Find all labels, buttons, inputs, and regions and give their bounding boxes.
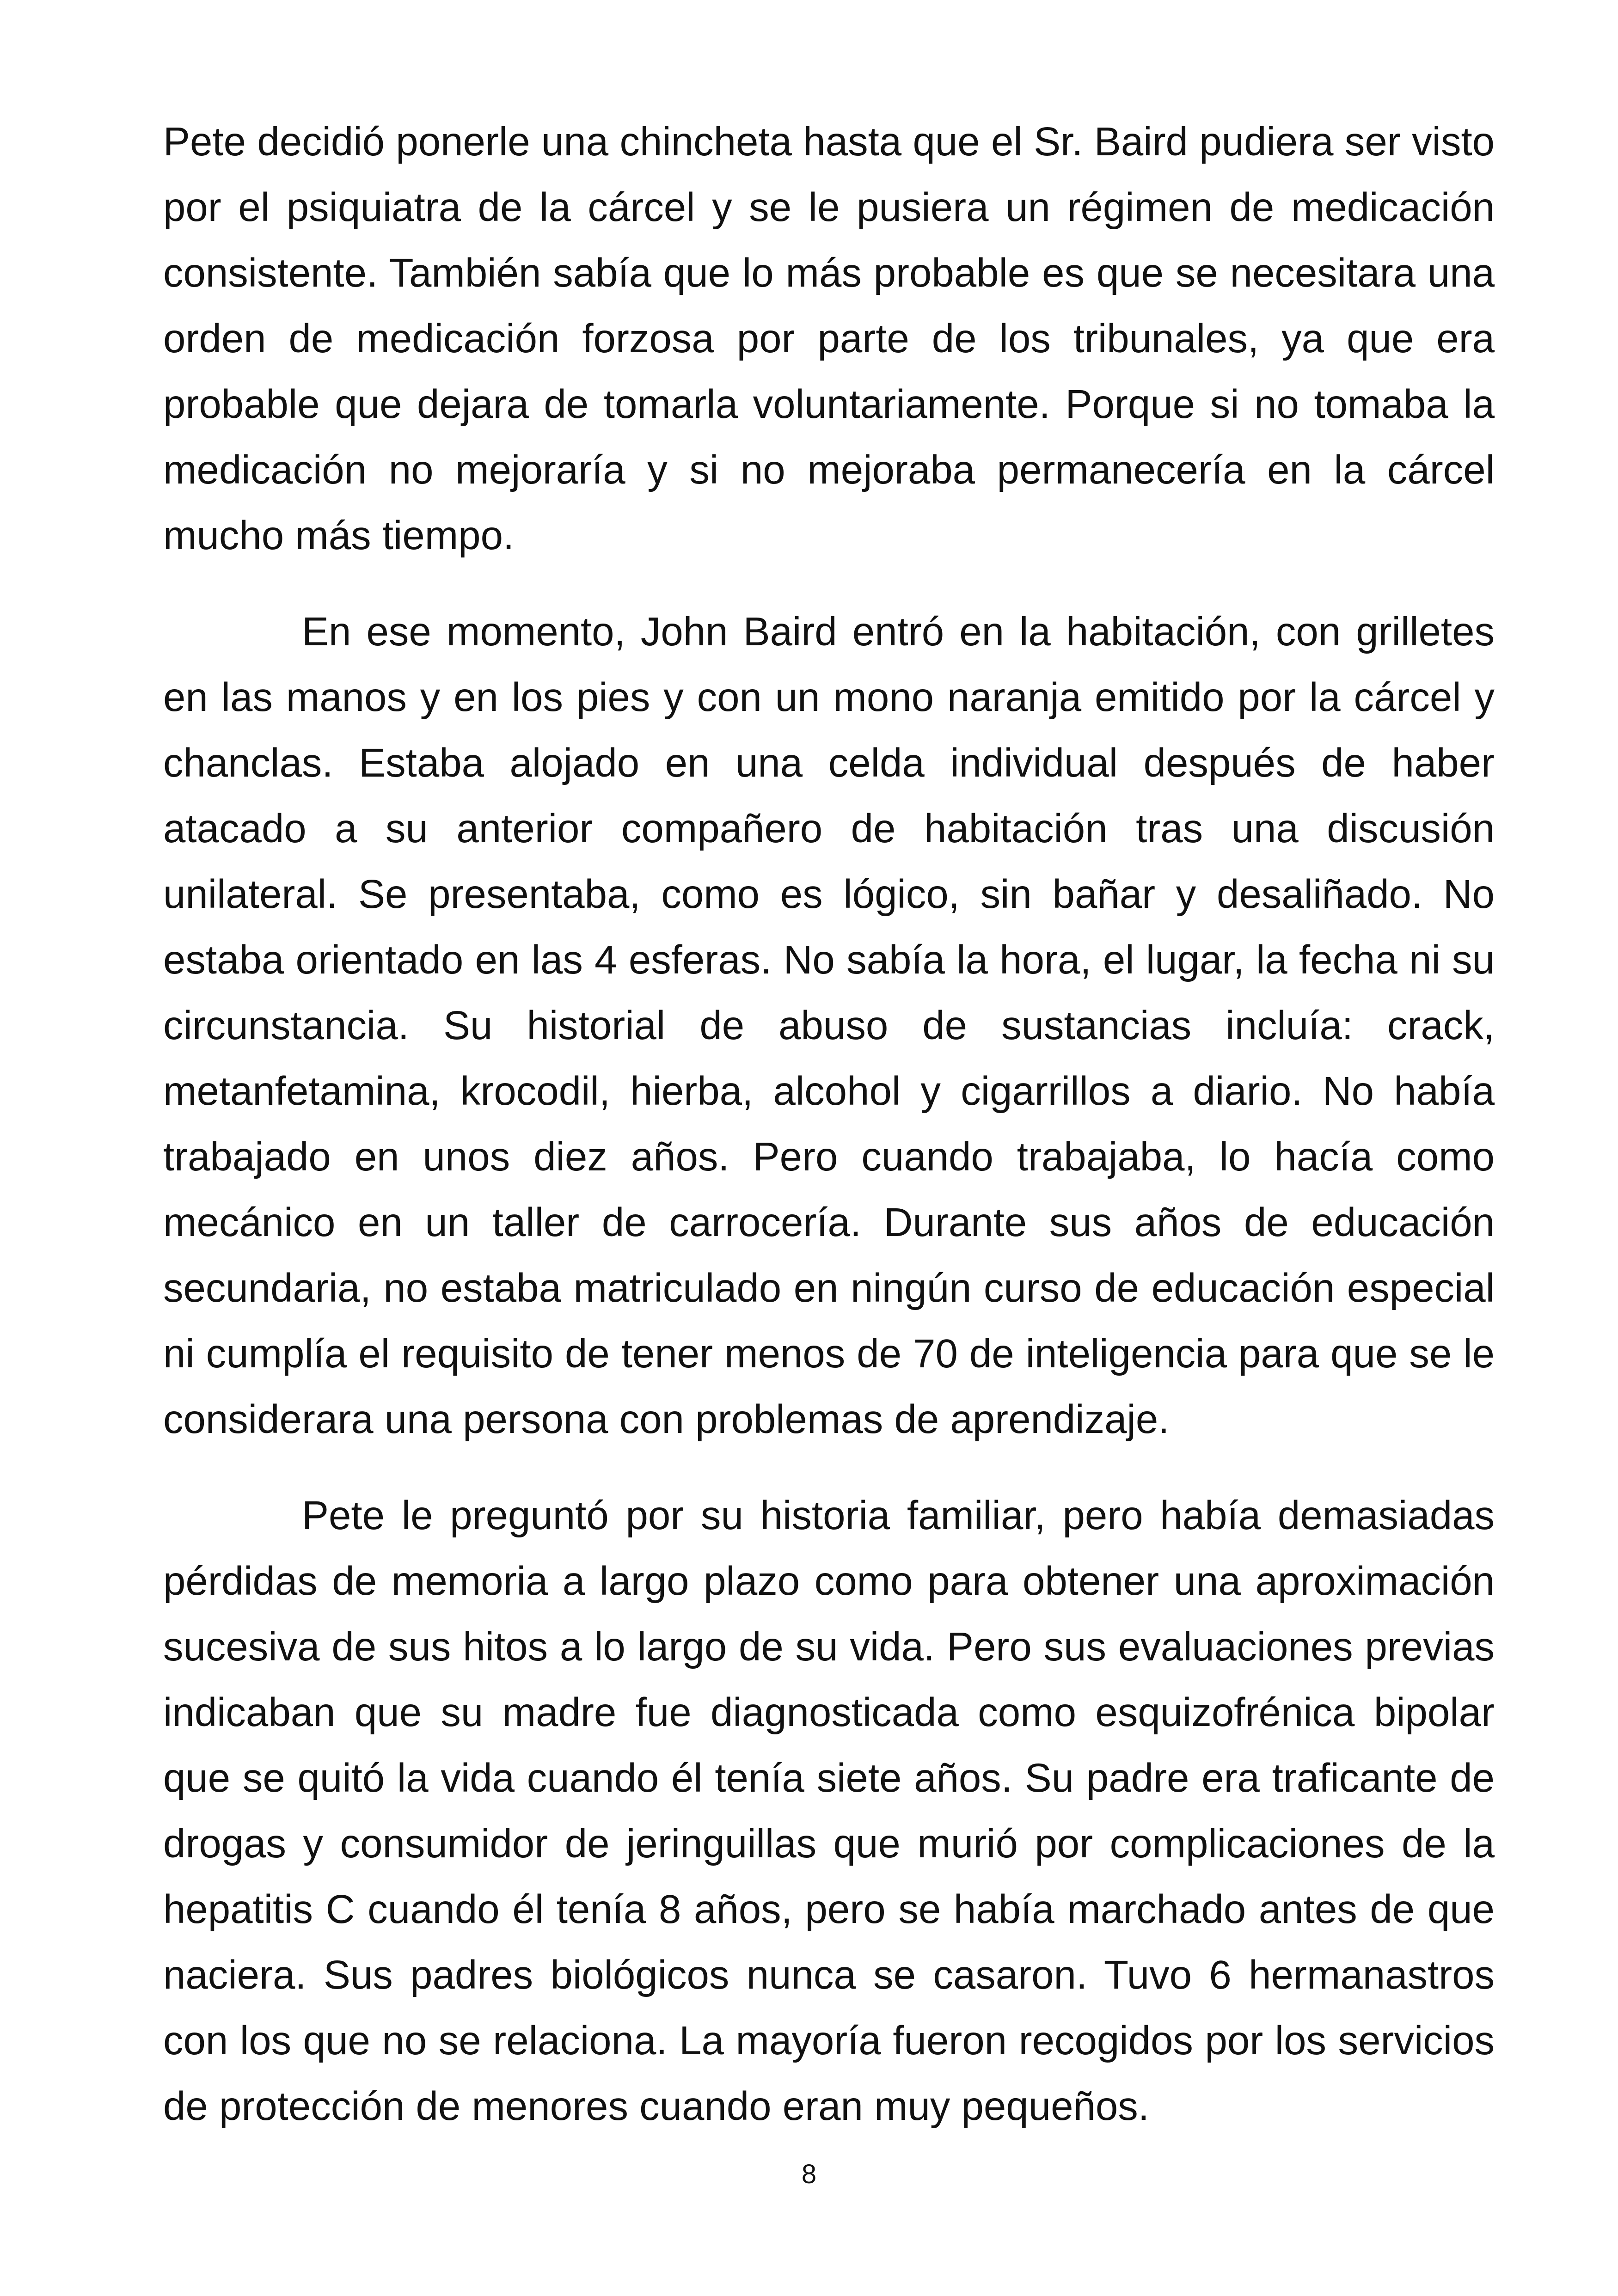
- paragraph-2: En ese momento, John Baird entró en la habitación, con grilletes en las manos y en los pies y con un mono naranja emitido por la cárcel y chanclas. Estaba alojado en una celda individual después de haber atacado a su anterior compañero de habitación tras una discusión unilateral. Se presentaba, como es lógico, sin bañar y desaliñado. No estaba orientado en las 4 esferas. No sabía la hora, el lugar, la fecha ni su circunstancia. Su historial de abuso de sustancias incluía: crack, metanfetamina, krocodil, hierba, alcohol y cigarrillos a diario. No había trabajado en unos diez años. Pero cuando trabajaba, lo hacía como mecánico en un taller de carrocería. Durante sus años de educación secundaria, no estaba matriculado en ningún curso de educación especial ni cumplía el requisito de tener menos de 70 de inteligencia para que se le considerara una persona con problemas de aprendizaje.: [163, 609, 1495, 1442]
- paragraph-1: Pete decidió ponerle una chincheta hasta que el Sr. Baird pudiera ser visto por el psiquiatra de la cárcel y se le pusiera un régimen de medicación consistente. También sabía que lo más probable es que se necesitara una orden de medicación forzosa por parte de los tribunales, ya que era probable que dejara de tomarla voluntariamente. Porque si no tomaba la medicación no mejoraría y si no mejoraba permanecería en la cárcel mucho más tiempo.: [163, 119, 1495, 558]
- paragraph-3: Pete le preguntó por su historia familiar, pero había demasiadas pérdidas de memoria a largo plazo como para obtener una aproximación sucesiva de sus hitos a lo largo de su vida. Pero sus evaluaciones previas indicaban que su madre fue diagnosticada como esquizofrénica bipolar que se quitó la vida cuando él tenía siete años. Su padre era traficante de drogas y consumidor de jeringuillas que murió por complicaciones de la hepatitis C cuando él tenía 8 años, pero se había marchado antes de que naciera. Sus padres biológicos nunca se casaron. Tuvo 6 hermanastros con los que no se relaciona. La mayoría fueron recogidos por los servicios de protección de menores cuando eran muy pequeños.: [163, 1493, 1495, 2129]
- body-text: [163, 109, 1495, 2170]
- page-number: 8: [801, 2159, 817, 2189]
